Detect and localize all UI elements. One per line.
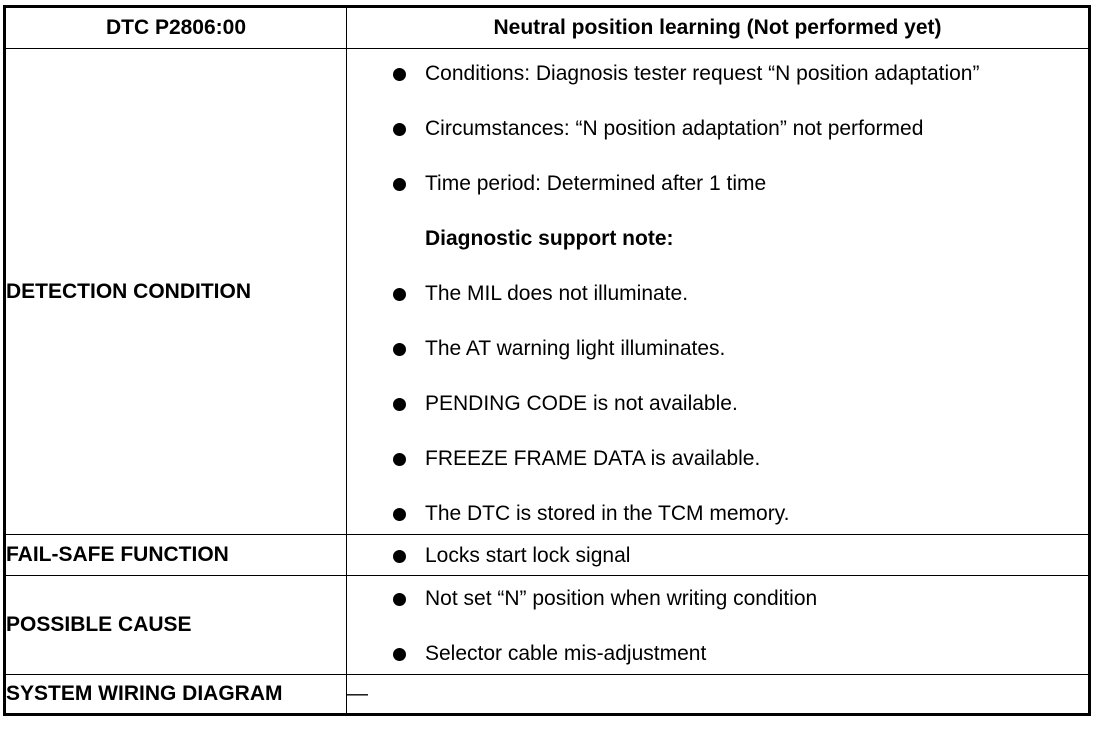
bullet-icon	[393, 648, 406, 661]
fail-safe-label: FAIL-SAFE FUNCTION	[5, 535, 347, 576]
possible-cause-label: POSSIBLE CAUSE	[5, 576, 347, 675]
list-item: Locks start lock signal	[347, 541, 1088, 570]
header-row	[5, 7, 1090, 49]
detection-label: DETECTION CONDITION	[5, 49, 347, 535]
bullet-icon	[393, 288, 406, 301]
list-item: The AT warning light illuminates.	[347, 334, 1088, 363]
list-item: Conditions: Diagnosis tester request “N position adaptation”	[347, 59, 1088, 88]
list-item: Circumstances: “N position adaptation” not performed	[347, 114, 1088, 143]
diagnostic-note-title: Diagnostic support note:	[425, 227, 674, 250]
bullet-icon	[393, 123, 406, 136]
bullet-icon	[393, 343, 406, 356]
bullet-icon	[393, 508, 406, 521]
list-item: Time period: Determined after 1 time	[347, 169, 1088, 198]
dtc-table	[3, 5, 1091, 716]
detection-row	[5, 49, 1090, 535]
list-item: The MIL does not illuminate.	[347, 279, 1088, 308]
note-list	[347, 279, 1088, 528]
fail-safe-content	[347, 535, 1090, 576]
dtc-code: DTC P2806:00	[5, 7, 347, 49]
list-item: Not set “N” position when writing condition	[347, 584, 1088, 613]
wiring-row	[5, 675, 1090, 715]
bullet-icon	[393, 593, 406, 606]
detection-content	[347, 49, 1090, 535]
bullet-icon	[393, 550, 406, 563]
bullet-icon	[393, 398, 406, 411]
wiring-label: SYSTEM WIRING DIAGRAM	[5, 675, 347, 715]
wiring-value: —	[347, 675, 1090, 715]
list-item: PENDING CODE is not available.	[347, 389, 1088, 418]
possible-cause-list	[347, 584, 1088, 668]
possible-cause-content	[347, 576, 1090, 675]
list-item: Selector cable mis-adjustment	[347, 639, 1088, 668]
dtc-title: Neutral position learning (Not performed yet)	[347, 7, 1090, 49]
bullet-icon	[393, 178, 406, 191]
fail-safe-row	[5, 535, 1090, 576]
detection-list	[347, 59, 1088, 198]
bullet-icon	[393, 453, 406, 466]
bullet-icon	[393, 68, 406, 81]
fail-safe-list	[347, 541, 1088, 570]
possible-cause-row	[5, 576, 1090, 675]
list-item: FREEZE FRAME DATA is available.	[347, 444, 1088, 473]
list-item: The DTC is stored in the TCM memory.	[347, 499, 1088, 528]
